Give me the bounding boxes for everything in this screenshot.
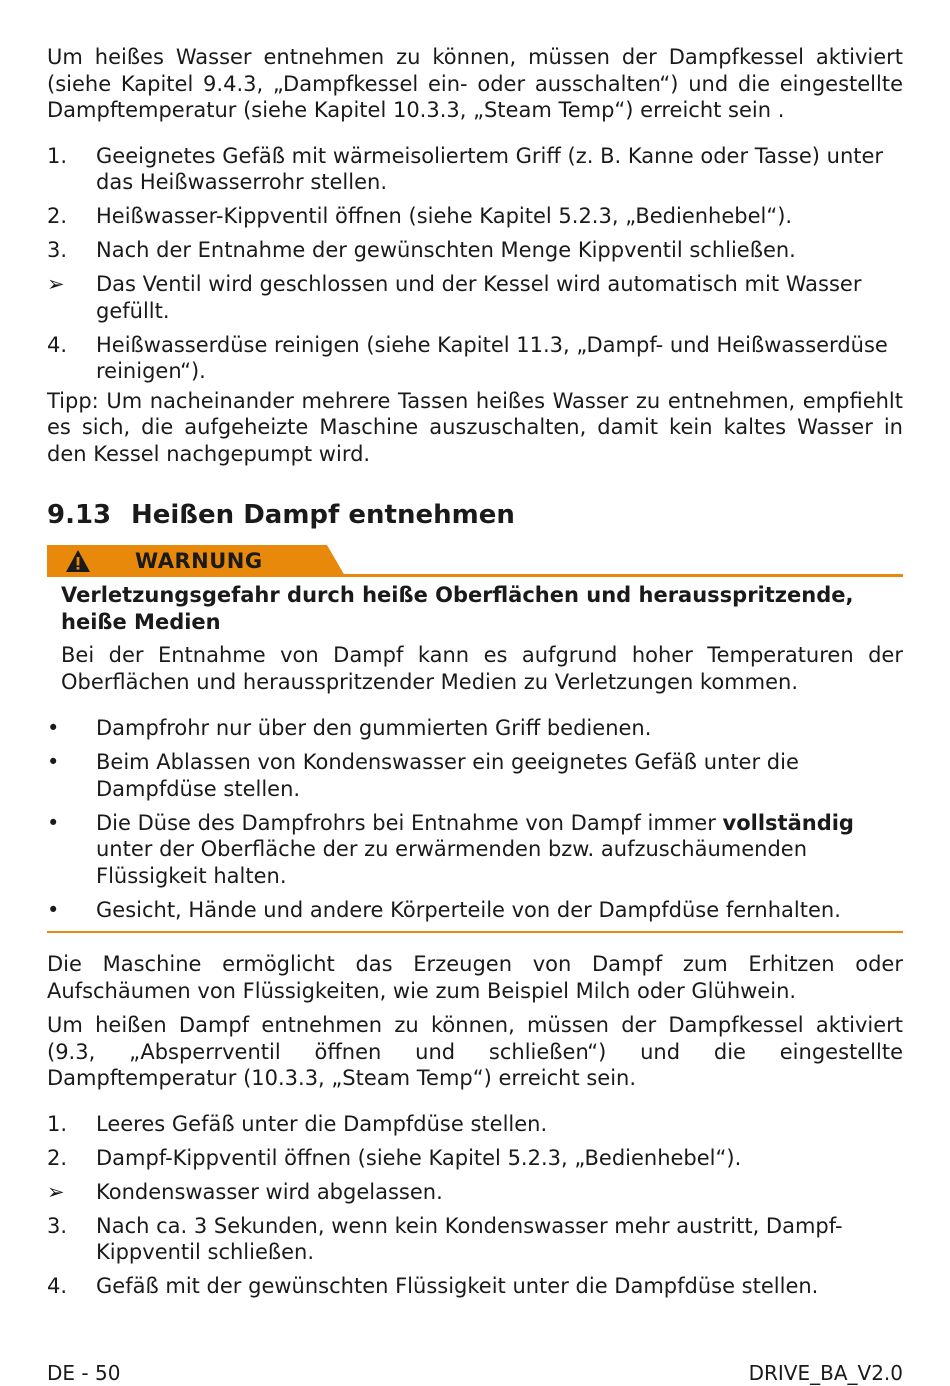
warning-rule <box>47 574 903 577</box>
list-item-text: Geeignetes Gefäß mit wärmeisoliertem Griff (z. B. Kanne oder Tasse) unter das Heißwasserrohr stellen. <box>96 143 884 194</box>
document-id: DRIVE_BA_V2.0 <box>748 1361 903 1385</box>
bullet-marker: • <box>47 810 60 835</box>
list-item-text: Dampfrohr nur über den gummierten Griff bedienen. <box>96 716 652 740</box>
manual-page <box>47 44 903 1307</box>
steam-steps <box>47 1111 903 1300</box>
list-item-text: Kondenswasser wird abgelassen. <box>96 1179 443 1204</box>
warning-body <box>47 577 903 923</box>
bullet-marker: • <box>47 716 60 740</box>
hot-water-steps <box>47 143 903 385</box>
section-title: Heißen Dampf entnehmen <box>131 500 515 530</box>
list-item-text: Leeres Gefäß unter die Dampfdüse stellen. <box>96 1111 548 1136</box>
intro-paragraph: Um heißes Wasser entnehmen zu können, müssen der Dampfkessel aktiviert (siehe Kapitel 9.4.3, „Dampfkessel ein- oder ausschalten“) und die eingestellte Dampftemperatur (siehe Kapitel 10.3.3, „Steam Temp“) erreicht sein . <box>47 45 903 122</box>
list-item <box>47 143 903 196</box>
list-marker: ➢ <box>47 1179 65 1204</box>
warning-bullets <box>47 715 903 923</box>
list-item-text: Beim Ablassen von Kondenswasser ein geeignetes Gefäß unter die Dampfdüse stellen. <box>96 750 799 801</box>
body-paragraph: Die Maschine ermöglicht das Erzeugen von Dampf zum Erhitzen oder Aufschäumen von Flüssigkeiten, wie zum Beispiel Milch oder Glühwein. <box>47 952 903 1003</box>
list-marker: 3. <box>47 1213 68 1238</box>
list-item <box>47 715 903 742</box>
warning-heading: Verletzungsgefahr durch heiße Oberflächen und herausspritzende, heiße Medien <box>61 583 854 634</box>
list-marker: 1. <box>47 1111 68 1136</box>
list-item <box>47 749 903 802</box>
list-marker: 2. <box>47 204 68 228</box>
warning-text: Bei der Entnahme von Dampf kann es aufgrund hoher Temperaturen der Oberflächen und herausspritzender Medien zu Verletzungen kommen. <box>61 643 903 694</box>
list-item-text: Heißwasserdüse reinigen (siehe Kapitel 11.3, „Dampf- und Heißwasserdüse reinigen“). <box>96 332 888 383</box>
bullet-marker: • <box>47 750 60 774</box>
list-item-text: Gesicht, Hände und andere Körperteile von der Dampfdüse fernhalten. <box>96 897 841 922</box>
text-segment: unter der Oberfläche der zu erwärmenden bzw. aufzuschäumenden Flüssigkeit halten. <box>96 837 808 888</box>
warning-triangle-icon <box>65 549 91 573</box>
list-item <box>47 1213 903 1266</box>
list-marker: 3. <box>47 238 68 262</box>
list-item-text <box>96 810 903 890</box>
list-item <box>47 810 903 890</box>
list-item <box>47 271 903 324</box>
list-item <box>47 1145 903 1172</box>
list-item <box>47 1111 903 1138</box>
section-heading <box>47 499 903 531</box>
emphasis-text: vollständig <box>722 810 854 835</box>
list-item <box>47 1273 903 1300</box>
tip-paragraph: Tipp: Um nacheinander mehrere Tassen heißes Wasser zu entnehmen, empfiehlt es sich, die aufgeheizte Maschine auszuschalten, damit kein kaltes Wasser in den Kessel nachgepumpt wird. <box>47 388 903 466</box>
page-number: DE - 50 <box>47 1361 121 1385</box>
list-item-text: Dampf-Kippventil öffnen (siehe Kapitel 5.2.3, „Bedienhebel“). <box>96 1145 742 1170</box>
list-item-text: Das Ventil wird geschlossen und der Kessel wird automatisch mit Wasser gefüllt. <box>96 272 862 323</box>
list-item <box>47 897 903 924</box>
list-item <box>47 237 903 264</box>
warning-label: WARNUNG <box>135 549 263 573</box>
list-marker: 1. <box>47 143 68 168</box>
section-number: 9.13 <box>47 500 112 530</box>
list-item <box>47 203 903 230</box>
warning-header <box>47 545 903 577</box>
list-marker: 2. <box>47 1145 68 1170</box>
page-footer <box>47 1360 903 1386</box>
list-marker: 4. <box>47 332 68 357</box>
list-marker: 4. <box>47 1274 68 1298</box>
list-item-text: Nach der Entnahme der gewünschten Menge Kippventil schließen. <box>96 238 796 262</box>
list-item-text: Gefäß mit der gewünschten Flüssigkeit unter die Dampfdüse stellen. <box>96 1274 819 1298</box>
list-item-text: Heißwasser-Kippventil öffnen (siehe Kapitel 5.2.3, „Bedienhebel“). <box>96 204 793 228</box>
list-marker: ➢ <box>47 272 65 296</box>
list-item <box>47 1179 903 1206</box>
text-segment: Die Düse des Dampfrohrs bei Entnahme von Dampf immer <box>96 810 723 835</box>
body-paragraph: Um heißen Dampf entnehmen zu können, müssen der Dampfkessel aktiviert (9.3, „Absperrventil öffnen und schließen“) und die eingestellte Dampftemperatur (10.3.3, „Steam Temp“) erreicht sein. <box>47 1013 903 1090</box>
list-item <box>47 332 903 385</box>
bullet-marker: • <box>47 897 60 922</box>
list-item-text: Nach ca. 3 Sekunden, wenn kein Kondenswasser mehr austritt, Dampf-Kippventil schließen. <box>96 1213 843 1264</box>
